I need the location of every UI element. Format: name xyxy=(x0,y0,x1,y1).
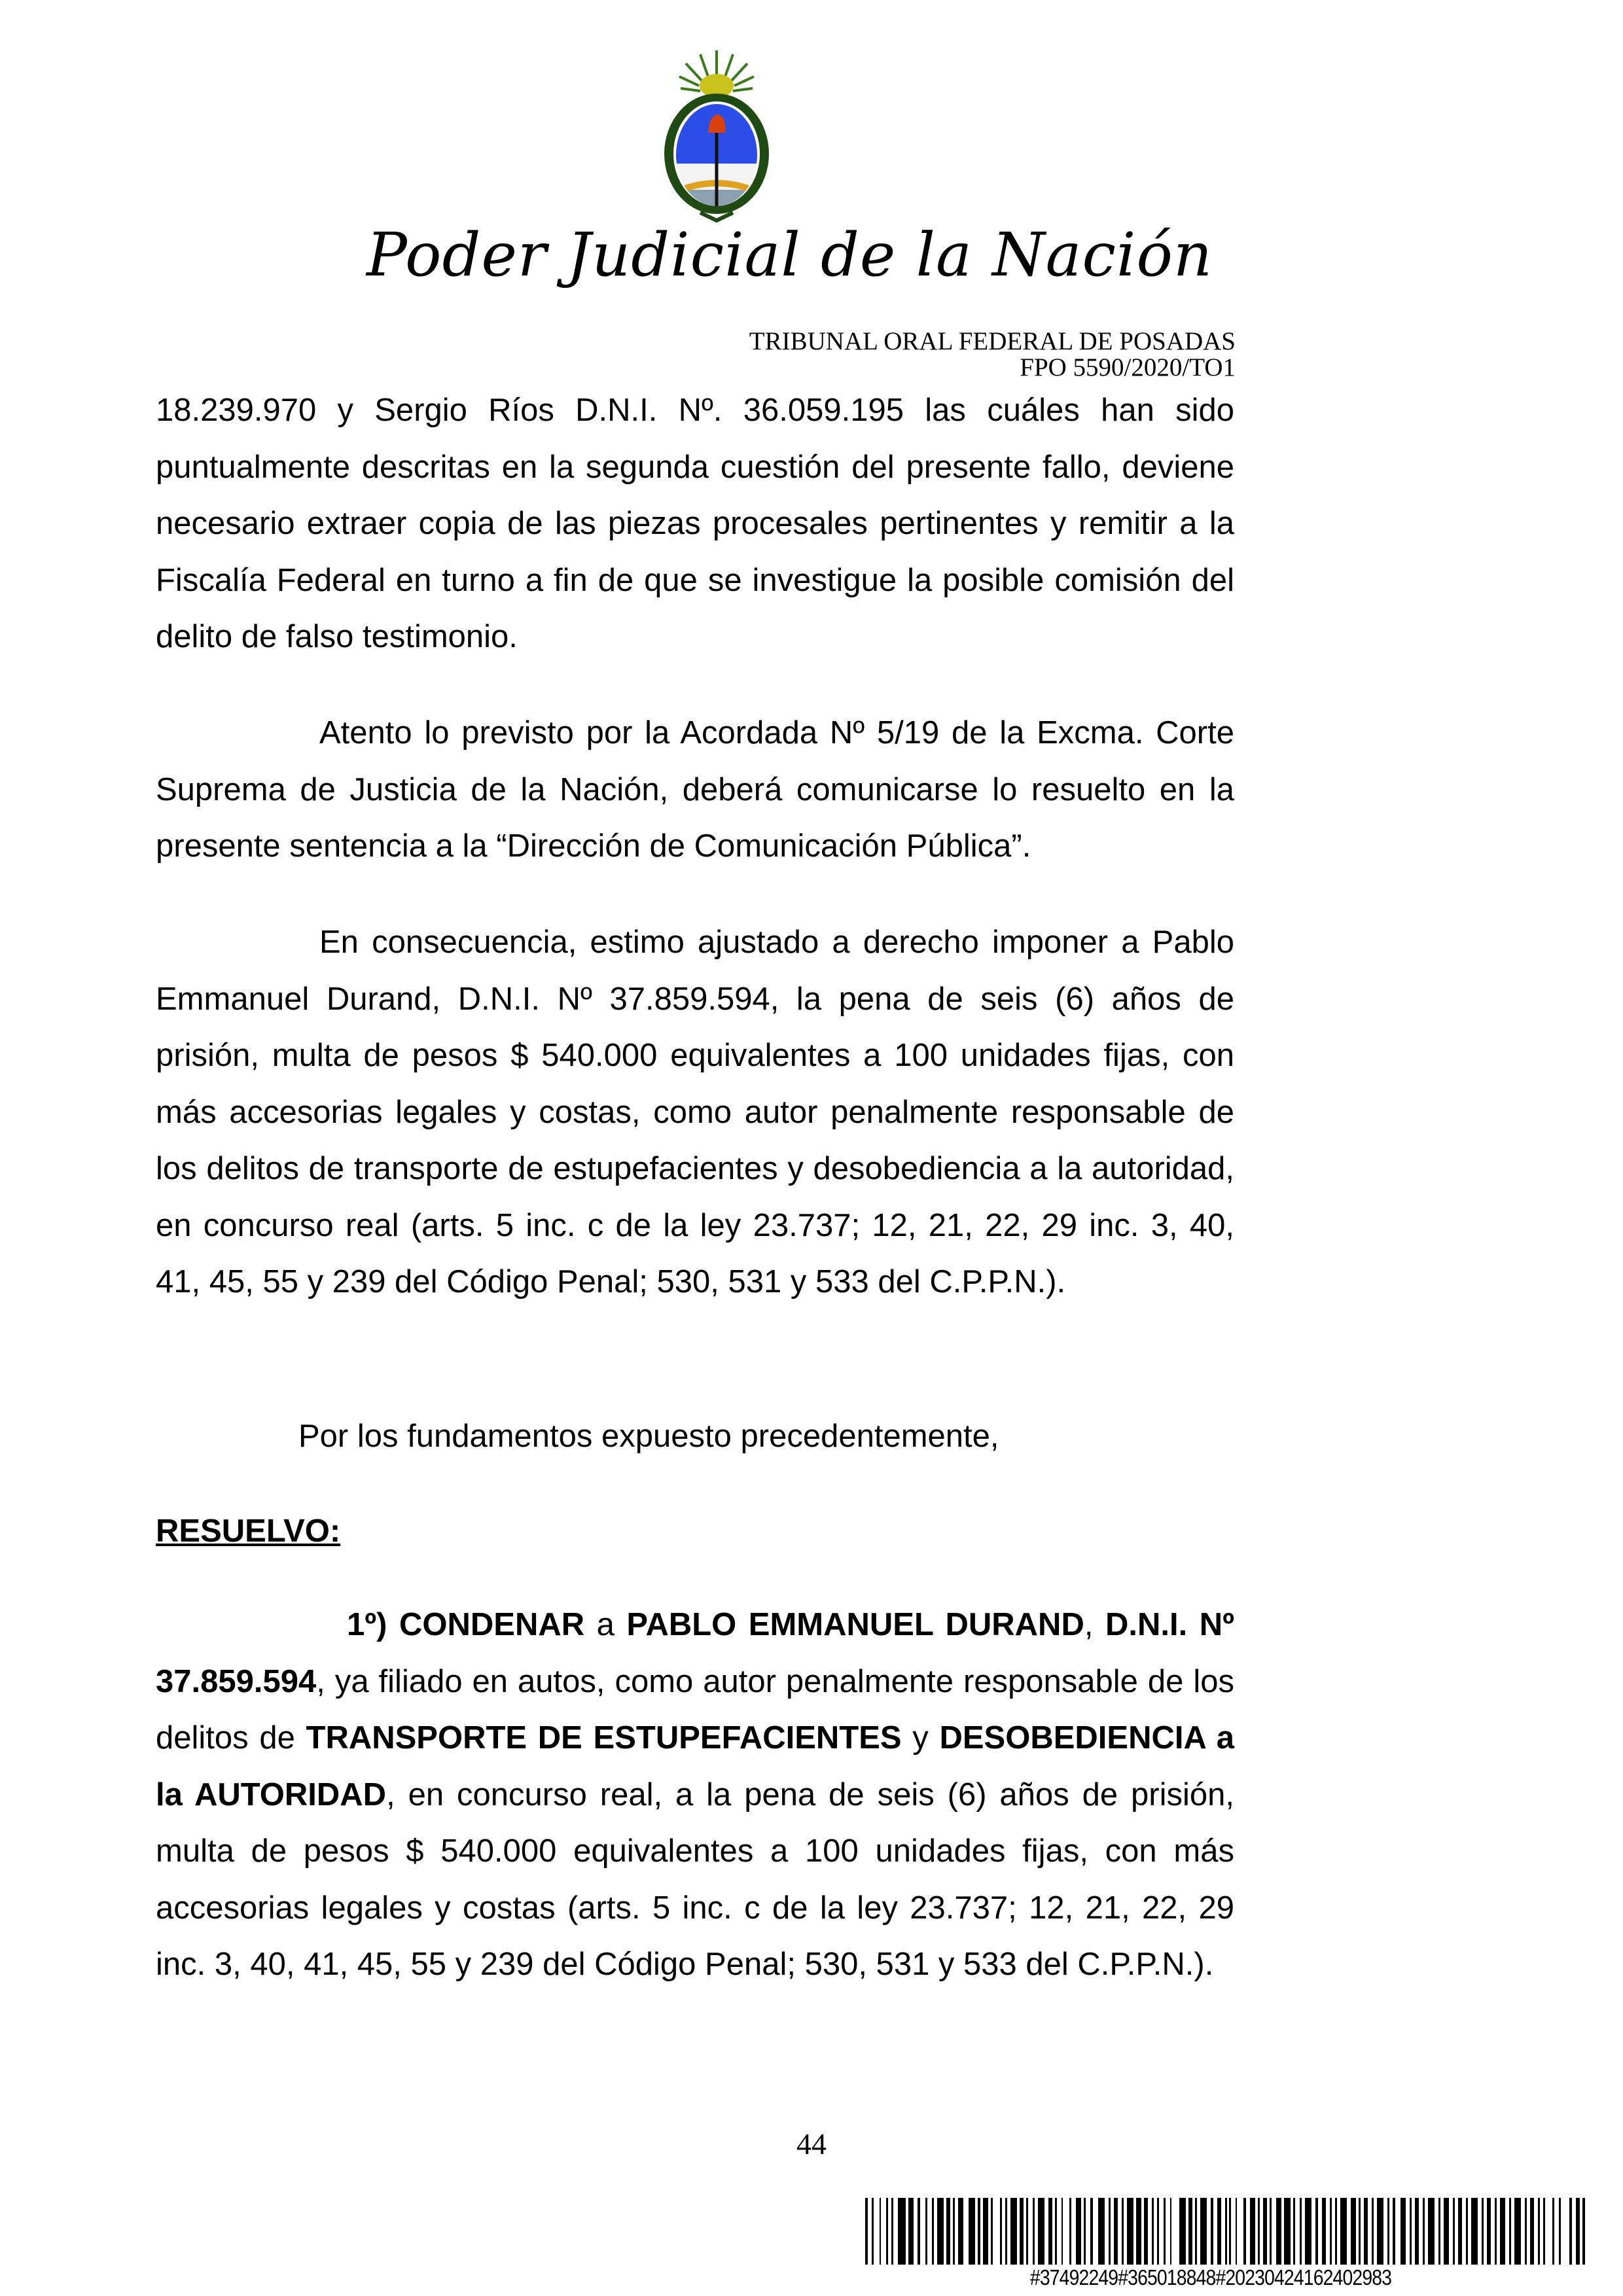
tribunal-name: TRIBUNAL ORAL FEDERAL DE POSADAS xyxy=(749,327,1236,355)
institution-name: Poder Judicial de la Nación xyxy=(366,220,1213,290)
resuelvo-heading: RESUELVO: xyxy=(156,1513,341,1549)
paragraph-3 xyxy=(156,914,1234,1311)
page-number: 44 xyxy=(796,2127,827,2161)
text-segment: , xyxy=(1084,1607,1105,1642)
resuelvo-section xyxy=(156,1503,1234,1560)
paragraph-1-text: 18.239.970 y Sergio Ríos D.N.I. Nº. 36.059.195 las cuáles han sido puntualmente descritas en la segunda cuestión del presente fallo, deviene necesario extraer copia de las piezas procesales pertinentes y remitir a la Fiscalía Federal en turno a fin de que se investigue la posible comisión del delito de falso testimonio. xyxy=(156,393,1234,654)
defendant-id: D.N.I. Nº 37.859.594 xyxy=(156,1607,1234,1699)
paragraph-4 xyxy=(156,1408,1234,1465)
argentina-coat-of-arms-icon xyxy=(661,49,772,222)
crime-1: TRANSPORTE DE ESTUPEFACIENTES xyxy=(306,1720,902,1756)
paragraph-4-text: Por los fundamentos expuesto precedentemente, xyxy=(298,1419,999,1454)
case-number: FPO 5590/2020/TO1 xyxy=(1020,353,1236,381)
verdict-label: 1º) CONDENAR xyxy=(347,1607,585,1642)
text-segment: , en concurso real, a la pena de seis (6) años de prisión, multa de pesos $ 540.000 equivalentes a 100 unidades fijas, con más accesorias legales y costas (arts. 5 inc. c de la ley 23.737; 12, 21, 22, 29 inc. 3, 40, 41, 45, 55 y 239 del Código Penal; 530, 531 y 533 del C.P.P.N.). xyxy=(156,1776,1234,1982)
text-segment: a xyxy=(584,1607,627,1642)
barcode-icon xyxy=(865,2198,1585,2265)
paragraph-2 xyxy=(156,705,1234,875)
crime-2: DESOBEDIENCIA a la AUTORIDAD xyxy=(156,1720,1234,1812)
paragraph-3-text: En consecuencia, estimo ajustado a derecho imponer a Pablo Emmanuel Durand, D.N.I. Nº 37.859.594, la pena de seis (6) años de prisión, multa de pesos $ 540.000 equivalentes a 100 unidades fijas, con más accesorias legales y costas, como autor penalmente responsable de los delitos de transporte de estupefacientes y desobediencia a la autoridad, en concurso real (arts. 5 inc. c de la ley 23.737; 12, 21, 22, 29 inc. 3, 40, 41, 45, 55 y 239 del Código Penal; 530, 531 y 533 del C.P.P.N.). xyxy=(156,925,1234,1299)
paragraph-2-text: Atento lo previsto por la Acordada Nº 5/19 de la Excma. Corte Suprema de Justicia de la Nación, deberá comunicarse lo resuelto en la presente sentencia a la “Dirección de Comunicación Pública”. xyxy=(156,715,1234,864)
paragraph-1 xyxy=(156,382,1234,665)
resolution-1 xyxy=(156,1597,1234,1993)
text-segment: , ya filiado en autos, como autor penalmente responsable de los delitos de xyxy=(156,1663,1234,1756)
case-header xyxy=(749,328,1236,381)
defendant-name: PABLO EMMANUEL DURAND xyxy=(626,1607,1084,1642)
text-segment: y xyxy=(901,1720,940,1756)
barcode-text: #37492249#365018848#20230424162402983 xyxy=(1029,2265,1392,2289)
resolution-1-text xyxy=(156,1597,1234,1993)
